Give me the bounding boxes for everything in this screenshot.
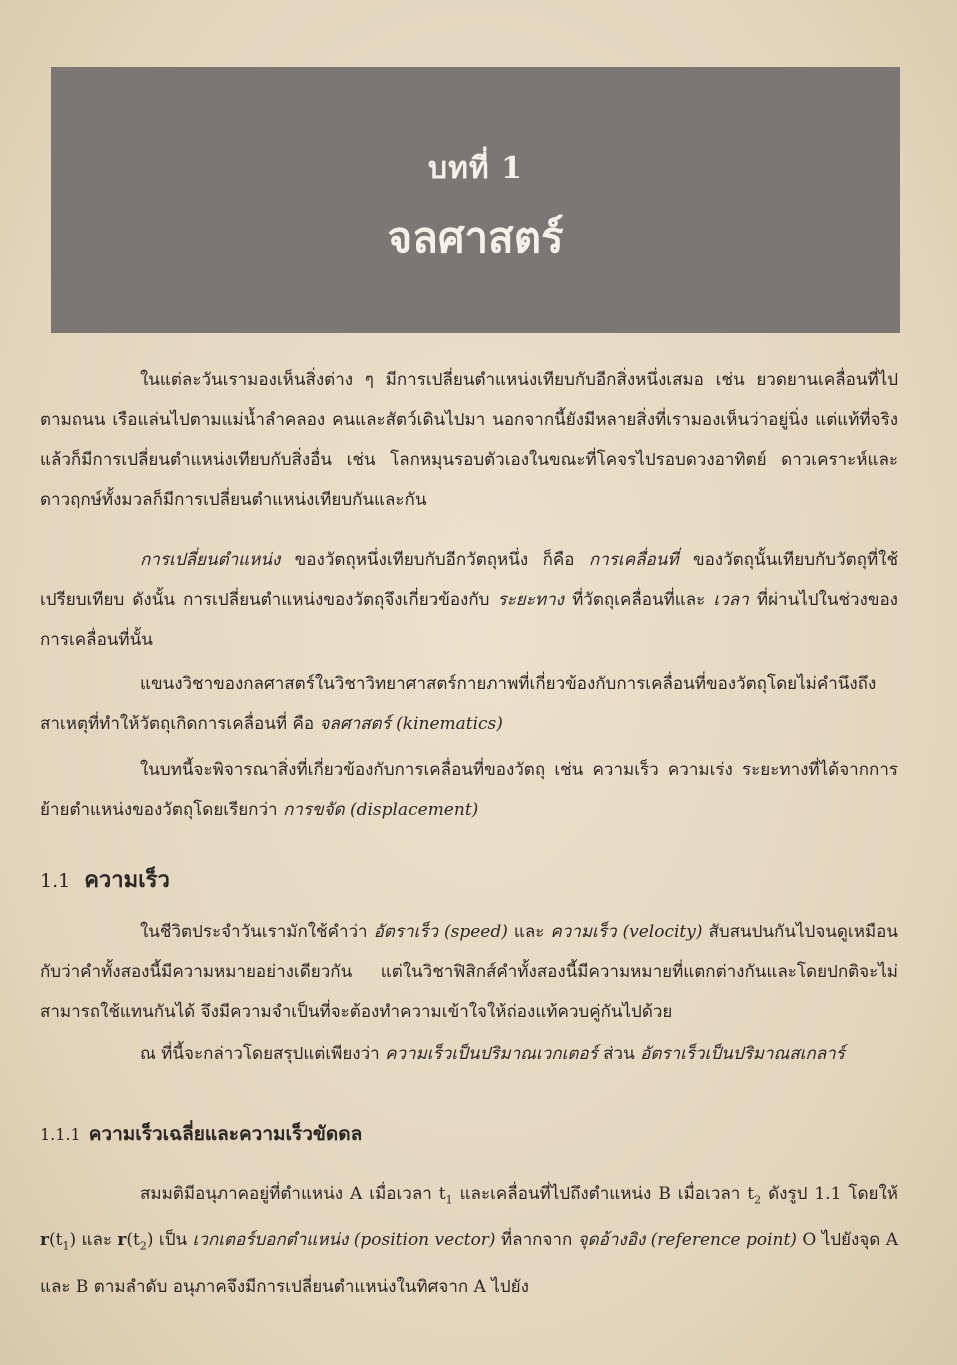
intro-paragraph-4 [40,750,898,830]
subsection-title: ความเร็วเฉลี่ยและความเร็วขัดดล [88,1123,363,1145]
chapter-label: บทที่ 1 [428,151,523,186]
section-1-1-paragraph-1 [40,912,898,1032]
intro-p2-text-b: ของวัตถุนั้นเทียบกับวัตถุที่ใช้เปรียบเทียบ ดังนั้น การเปลี่ยนตำแหน่งของวัตถุจึงเกี่ยวข้องกับ [40,550,898,610]
subscript-4: 2 [139,1239,147,1253]
term-displacement: การขจัด (displacement) [282,800,479,820]
s111-text-h: ที่ลากจาก [495,1230,578,1251]
vector-r-1: r [40,1230,49,1251]
term-reference-point: จุดอ้างอิง (reference point) [577,1230,797,1251]
intro-p2-text-d: ที่ผ่านไปในช่วงของการเคลื่อนที่นั้น [40,590,898,650]
s11-p1-text-c: สับสนปนกันไปจนดูเหมือนกับว่าคำทั้งสองนี้มีความหมายอย่างเดียวกัน แต่ในวิชาฟิสิกส์คำทั้งสองนี้มีความหมายที่แตกต่างกันและโดยปกติจะไม่สามารถใช้แทนกันได้ จึงมีความจำเป็นที่จะต้องทำความเข้าใจให้ถ่องแท้ควบคู่กันไปด้วย [40,922,898,1022]
s111-text-f: (t [126,1230,140,1251]
term-position-vector: เวกเตอร์บอกตำแหน่ง (position vector) [192,1230,496,1251]
intro-p3-text: แขนงวิชาของกลศาสตร์ในวิชาวิทยาศาสตร์กายภาพที่เกี่ยวข้องกับการเคลื่อนที่ของวัตถุโดยไม่คำนึงถึงสาเหตุที่ทำให้วัตถุเกิดการเคลื่อนที่ คือ [40,674,877,734]
s11-p2-text-a: ณ ที่นี้จะกล่าวโดยสรุปแต่เพียงว่า [140,1044,386,1064]
vector-r-2: r [117,1230,127,1251]
s111-text-e: ) และ [69,1230,118,1251]
s111-text-i: O ไปยังจุด A และ B ตามลำดับ อนุภาคจึงมีการเปลี่ยนตำแหน่งในทิศจาก A ไปยัง [40,1230,899,1297]
section-1-1-paragraph-2 [40,1034,898,1074]
term-kinematics: จลศาสตร์ (kinematics) [319,714,503,734]
term-distance: ระยะทาง [497,590,564,610]
subscript-3: 1 [62,1239,70,1253]
chapter-banner [51,67,900,333]
intro-paragraph-3 [40,664,898,744]
intro-p1-text: ในแต่ละวันเรามองเห็นสิ่งต่าง ๆ มีการเปลี่ยนตำแหน่งเทียบกับอีกสิ่งหนึ่งเสมอ เช่น ยวดยานเคลื่อนที่ไปตามถนน เรือแล่นไปตามแม่น้ำลำคลอง คนและสัตว์เดินไปมา นอกจากนี้ยังมีหลายสิ่งที่เรามองเห็นว่าอยู่นิ่ง แต่แท้ที่จริงแล้วก็มีการเปลี่ยนตำแหน่งเทียบกับสิ่งอื่น เช่น โลกหมุนรอบตัวเองในขณะที่โคจรไปรอบดวงอาทิตย์ ดาวเคราะห์และดาวฤกษ์ทั้งมวลก็มีการเปลี่ยนตำแหน่งเทียบกันและกัน [40,370,898,510]
term-time: เวลา [713,590,749,610]
s111-text-a: สมมติมีอนุภาคอยู่ที่ตำแหน่ง A เมื่อเวลา t [140,1184,446,1204]
term-speed-scalar: อัตราเร็วเป็นปริมาณสเกลาร์ [640,1044,845,1064]
intro-p2-text-c: ที่วัตถุเคลื่อนที่และ [563,590,714,610]
section-heading-1-1 [40,860,170,901]
subscript-1: 1 [445,1193,453,1207]
section-1-1-1-paragraph-1 [40,1174,898,1307]
s11-p2-text-b: ส่วน [597,1044,641,1064]
intro-p2-text-a: ของวัตถุหนึ่งเทียบกับอีกวัตถุหนึ่ง ก็คือ [280,550,589,570]
intro-paragraph-1 [40,360,898,520]
s111-text-c: ดังรูป 1.1 โดยให้ [761,1184,898,1204]
chapter-title: จลศาสตร์ [387,213,564,262]
term-position-change: การเปลี่ยนตำแหน่ง [140,550,281,570]
section-title: ความเร็ว [84,867,170,893]
section-number: 1.1 [40,870,71,892]
term-speed: อัตราเร็ว (speed) [373,922,508,942]
term-velocity-vector: ความเร็วเป็นปริมาณเวกเตอร์ [385,1044,598,1064]
subscript-2: 2 [754,1193,762,1207]
term-motion: การเคลื่อนที่ [588,550,679,570]
s111-text-b: และเคลื่อนที่ไปถึงตำแหน่ง B เมื่อเวลา t [452,1184,755,1204]
term-velocity: ความเร็ว (velocity) [550,922,703,942]
s11-p1-text-a: ในชีวิตประจำวันเรามักใช้คำว่า [140,922,374,942]
s111-text-d: (t [48,1230,63,1251]
section-heading-1-1-1 [40,1114,362,1155]
s11-p1-text-b: และ [507,922,551,942]
subsection-number: 1.1.1 [40,1125,81,1144]
intro-p4-text: ในบทนี้จะพิจารณาสิ่งที่เกี่ยวข้องกับการเคลื่อนที่ของวัตถุ เช่น ความเร็ว ความเร่ง ระยะทางที่ได้จากการย้ายตำแหน่งของวัตถุโดยเรียกว่า [40,760,898,820]
intro-paragraph-2 [40,540,898,660]
s111-text-g: ) เป็น [146,1230,193,1251]
